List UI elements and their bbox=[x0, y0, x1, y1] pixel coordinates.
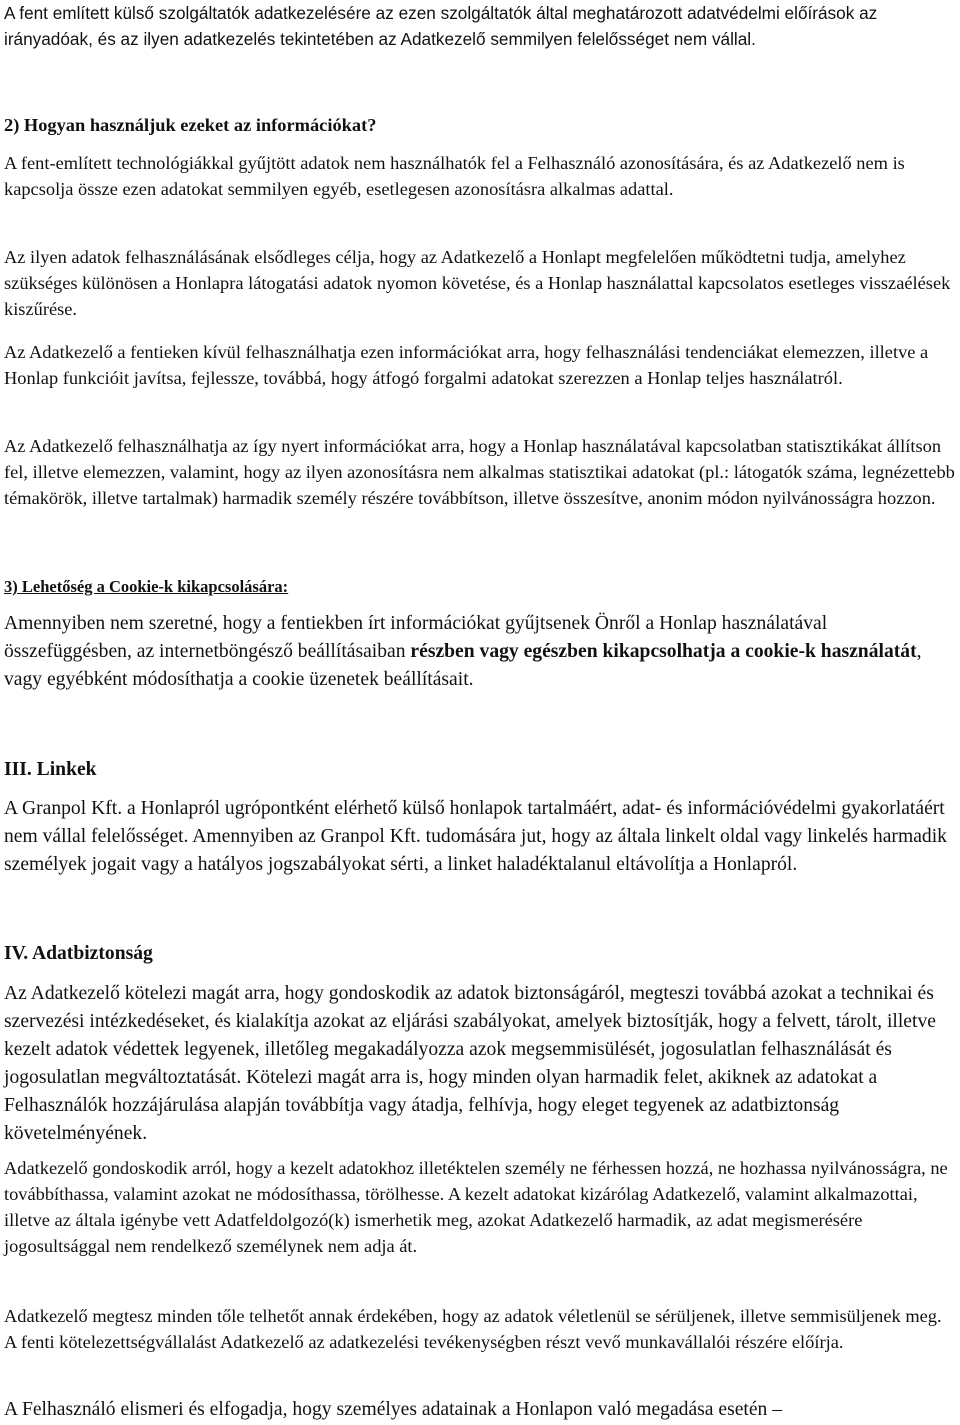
section-3-paragraph bbox=[4, 610, 956, 694]
section-security-heading: IV. Adatbiztonság bbox=[4, 943, 153, 964]
section-security-paragraph-1: Az Adatkezelő kötelezi magát arra, hogy gondoskodik az adatok biztonságáról, megteszi továbbá azokat a technikai és szervezési intézkedéseket, és kialakítja azokat az eljárási szabályokat, amelyek biztosítják, hogy a felvett, tárolt, illetve kezelt adatok védettek legyenek, illetőleg megakadályozza azok megsemmisülését, jogosulatlan felhasználását és jogosulatlan megváltoztatását. Kötelezi magát arra is, hogy minden olyan harmadik felet, akiknek az adatokat a Felhasználók hozzájárulása alapján továbbítja vagy átadja, felhívja, hogy eleget tegyenek az adatbiztonság követelményének. bbox=[4, 983, 936, 1144]
section-2-heading: 2) Hogyan használjuk ezeket az információkat? bbox=[4, 115, 377, 135]
intro-paragraph: A fent említett külső szolgáltatók adatkezelésére az ezen szolgáltatók által meghatározott adatvédelmi előírások az irányadóak, és az ilyen adatkezelés tekintetében az Adatkezelő semmilyen felelősséget nem vállal. bbox=[4, 3, 878, 49]
section-security-paragraph-4: A Felhasználó elismeri és elfogadja, hogy személyes adatainak a Honlapon való megadása esetén – bbox=[4, 1399, 783, 1420]
section-3-heading: 3) Lehetőség a Cookie-k kikapcsolására: bbox=[4, 577, 289, 596]
section-2-paragraph-3: Az Adatkezelő a fentieken kívül felhasználhatja ezen információkat arra, hogy felhasználási tendenciákat elemezzen, illetve a Honlap funkcióit javítsa, fejlessze, továbbá, hogy átfogó forgalmi adatokat szerezzen a Honlap teljes használatról. bbox=[4, 342, 929, 388]
section-3-text-before: Amennyiben nem szeretné, hogy a fentiekben írt információkat gyűjtsenek Önről a Honlap használatával összefüggésben, az internetböngésző beállításaiban bbox=[4, 613, 828, 662]
section-2-paragraph-4: Az Adatkezelő felhasználhatja az így nyert információkat arra, hogy a Honlap használatával kapcsolatban statisztikákat állítson fel, illetve elemezzen, valamint, hogy az ilyen azonosításra nem alkalmas statisztikai adatokat (pl.: látogatók száma, legnézettebb témakörök, illetve tartalmak) harmadik személy részére továbbítson, illetve összesítve, anonim módon nyilvánosságra hozzon. bbox=[4, 436, 955, 508]
section-3-text-after: , vagy egyébként módosíthatja a cookie üzenetek beállításait. bbox=[4, 641, 922, 690]
section-3-text-bold: részben vagy egészben kikapcsolhatja a cookie-k használatát bbox=[410, 641, 917, 662]
section-links-paragraph: A Granpol Kft. a Honlapról ugrópontként elérhető külső honlapok tartalmáért, adat- és információvédelmi gyakorlatáért nem vállal felelősséget. Amennyiben az Granpol Kft. tudomására jut, hogy az általa linkelt oldal vagy linkelés harmadik személyek jogait vagy a hatályos jogszabályokat sérti, a linket haladéktalanul eltávolítja a Honlapról. bbox=[4, 798, 947, 875]
section-security-paragraph-2: Adatkezelő gondoskodik arról, hogy a kezelt adatokhoz illetéktelen személy ne férhessen hozzá, ne hozhassa nyilvánosságra, ne továbbíthassa, valamint azokat ne módosíthassa, törölhesse. A kezelt adatokat kizárólag Adatkezelő, valamint alkalmazottai, illetve az általa igénybe vett Adatfeldolgozó(k) ismerhetik meg, azokat Adatkezelő harmadik, az adat megismerésére jogosultsággal nem rendelkező személynek nem adja át. bbox=[4, 1158, 948, 1256]
section-2-paragraph-1: A fent-említett technológiákkal gyűjtött adatok nem használhatók fel a Felhasználó azonosítására, és az Adatkezelő nem is kapcsolja össze ezen adatokat semmilyen egyéb, esetlegesen azonosításra alkalmas adattal. bbox=[4, 153, 905, 199]
section-2-paragraph-2: Az ilyen adatok felhasználásának elsődleges célja, hogy az Adatkezelő a Honlapt megfelelően működtetni tudja, amelyhez szükséges különösen a Honlapra látogatási adatok nyomon követése, és a Honlap használattal kapcsolatos esetleges visszaélések kiszűrése. bbox=[4, 247, 951, 319]
section-links-heading: III. Linkek bbox=[4, 759, 97, 780]
section-security-paragraph-3: Adatkezelő megtesz minden tőle telhetőt annak érdekében, hogy az adatok véletlenül se sérüljenek, illetve semmisüljenek meg. A fenti kötelezettségvállalást Adatkezelő az adatkezelési tevékenységben részt vevő munkavállalói részére előírja. bbox=[4, 1306, 942, 1352]
